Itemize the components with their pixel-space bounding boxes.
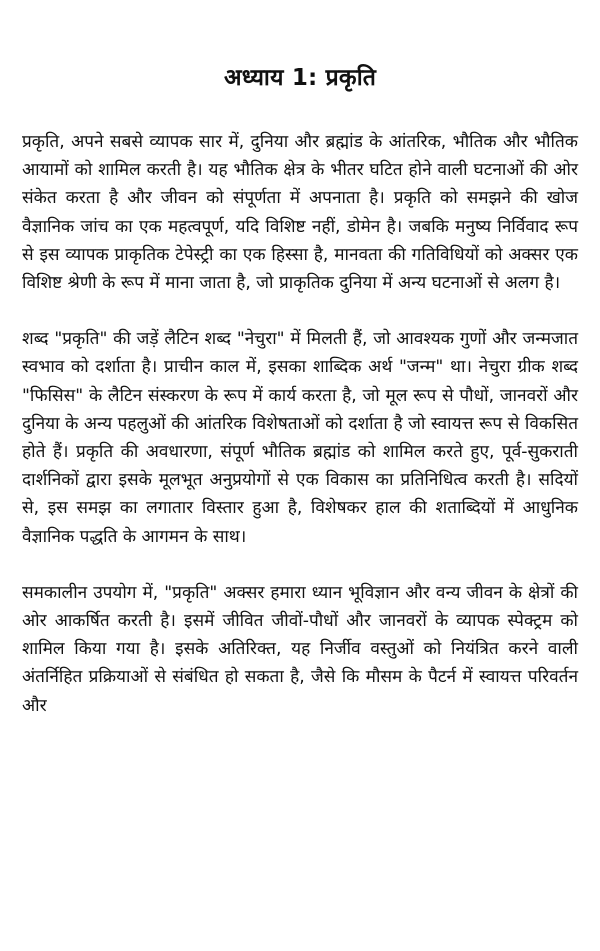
chapter-title: अध्याय 1: प्रकृति [223, 65, 377, 91]
paragraph-3: समकालीन उपयोग में, "प्रकृति" अक्सर हमारा ध्यान भूविज्ञान और वन्य जीवन के क्षेत्रों की ओर आकर्षित करती है। इसमें जीवित जीवों-पौधों और जानवरों के व्यापक स्पेक्ट्रम को शामिल किया गया है। इसके अतिरिक्त, यह निर्जीव वस्तुओं को नियंत्रित करने वाली अंतर्निहित प्रक्रियाओं से संबंधित हो सकता है, जैसे कि मौसम के पैटर्न में स्वायत्त परिवर्तन और [22, 582, 578, 716]
paragraph-2: शब्द "प्रकृति" की जड़ें लैटिन शब्द "नेचुरा" में मिलती हैं, जो आवश्यक गुणों और जन्मजात स्वभाव को दर्शाता है। प्राचीन काल में, इसका शाब्दिक अर्थ "जन्म" था। नेचुरा ग्रीक शब्द "फिसिस" के लैटिन संस्करण के रूप में कार्य करता है, जो मूल रूप से पौधों, जानवरों और दुनिया के अन्य पहलुओं की आंतरिक विशेषताओं को दर्शाता है जो स्वायत्त रूप से विकसित होते हैं। प्रकृति की अवधारणा, संपूर्ण भौतिक ब्रह्मांड को शामिल करते हुए, पूर्व-सुकराती दार्शनिकों द्वारा इसके मूलभूत अनुप्रयोगों से एक विकास का प्रतिनिधित्व करती है। सदियों से, इस समझ का लगातार विस्तार हुआ है, विशेषकर हाल की शताब्दियों में आधुनिक वैज्ञानिक पद्धति के आगमन के साथ। [22, 329, 578, 547]
paragraph-1: प्रकृति, अपने सबसे व्यापक सार में, दुनिया और ब्रह्मांड के आंतरिक, भौतिक और भौतिक आयामों को शामिल करती है। यह भौतिक क्षेत्र के भीतर घटित होने वाली घटनाओं की ओर संकेत करता है और जीवन को संपूर्णता में अपनाता है। प्रकृति को समझने की खोज वैज्ञानिक जांच का एक महत्वपूर्ण, यदि विशिष्ट नहीं, डोमेन है। जबकि मनुष्य निर्विवाद रूप से इस व्यापक प्राकृतिक टेपेस्ट्री का एक हिस्सा है, मानवता की गतिविधियों को अक्सर एक विशिष्ट श्रेणी के रूप में माना जाता है, जो प्राकृतिक दुनिया में अन्य घटनाओं से अलग है। [22, 132, 578, 294]
